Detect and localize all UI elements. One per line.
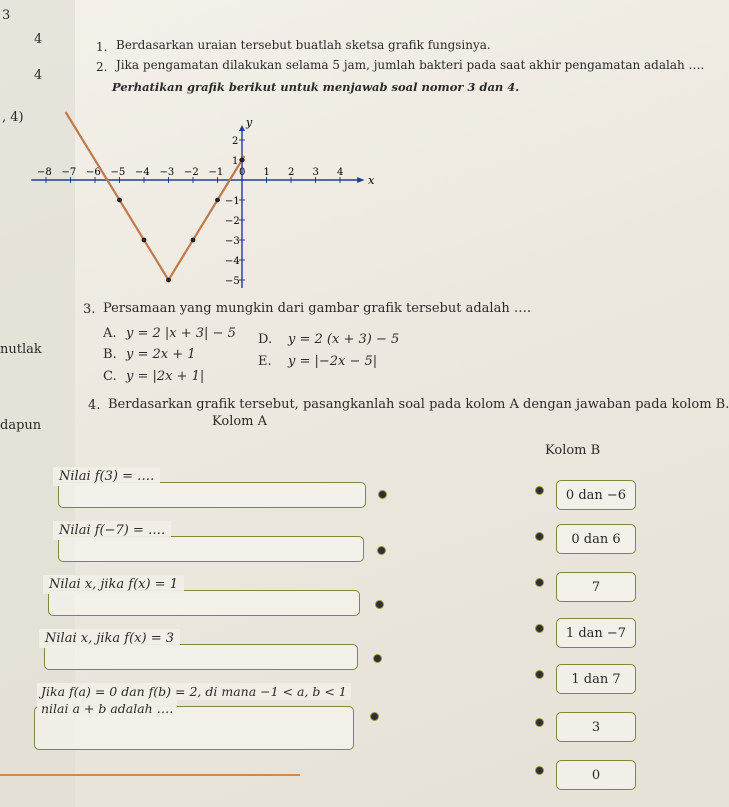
margin-text: , 4) xyxy=(2,110,24,125)
q3-number: 3. xyxy=(83,302,96,317)
y-tick-label: −1 xyxy=(225,196,240,207)
kolom-b-item[interactable]: 0 xyxy=(556,760,636,790)
margin-number: 3 xyxy=(2,8,11,23)
kolom-b-dot[interactable] xyxy=(535,718,544,727)
q3-option-e: y = |−2x − 5| xyxy=(288,354,378,369)
graph-point xyxy=(215,198,220,203)
kolom-b-item[interactable]: 0 dan −6 xyxy=(556,480,636,510)
kolom-b-item[interactable]: 1 dan 7 xyxy=(556,664,636,694)
x-axis-arrow xyxy=(357,177,364,183)
kolom-b-dot[interactable] xyxy=(535,766,544,775)
q3-option-c-letter: C. xyxy=(103,369,117,384)
y-tick-label: −5 xyxy=(225,276,240,287)
q3-option-d: y = 2 (x + 3) − 5 xyxy=(288,332,400,347)
margin-text: nutlak xyxy=(0,342,42,357)
kolom-b-heading: Kolom B xyxy=(545,443,601,458)
q3-option-a-letter: A. xyxy=(103,326,117,341)
kolom-a-label: Nilai x, jika f(x) = 3 xyxy=(39,629,180,648)
x-tick-label: −2 xyxy=(184,167,199,178)
margin-text: dapun xyxy=(0,418,42,433)
q1-number: 1. xyxy=(96,40,108,54)
graph-line-left xyxy=(66,112,169,280)
instruction: Perhatikan grafik berikut untuk menjawab soal nomor 3 dan 4. xyxy=(112,80,520,94)
y-tick-label: −4 xyxy=(225,256,240,267)
kolom-a-heading: Kolom A xyxy=(212,414,268,429)
kolom-a-item[interactable] xyxy=(48,577,360,616)
x-tick-label: −3 xyxy=(159,167,175,178)
x-tick-label: −1 xyxy=(208,167,224,178)
x-axis-label: x xyxy=(368,174,375,187)
x-tick-label: 0 xyxy=(239,167,246,178)
graph-point xyxy=(240,158,245,163)
x-tick-label: 3 xyxy=(312,167,319,178)
kolom-a-item[interactable] xyxy=(58,469,366,508)
kolom-a-item[interactable] xyxy=(34,684,354,750)
y-tick-label: −2 xyxy=(225,216,240,227)
x-tick-label: 2 xyxy=(288,167,295,178)
q3-option-d-letter: D. xyxy=(258,332,273,347)
kolom-a-label: Nilai f(−7) = …. xyxy=(53,521,171,540)
q2-text: Jika pengamatan dilakukan selama 5 jam, jumlah bakteri pada saat akhir pengamatan adalah …. xyxy=(116,58,705,72)
kolom-a-item[interactable] xyxy=(44,631,358,670)
kolom-b-item[interactable]: 7 xyxy=(556,572,636,602)
kolom-b-dot[interactable] xyxy=(535,624,544,633)
graph-point xyxy=(191,238,196,243)
kolom-b-dot[interactable] xyxy=(535,578,544,587)
graph-point xyxy=(142,238,147,243)
kolom-a-label: Nilai f(3) = …. xyxy=(53,467,160,486)
y-axis-arrow xyxy=(239,125,245,131)
x-tick-label: 1 xyxy=(263,167,270,178)
kolom-a-dot[interactable] xyxy=(378,490,387,499)
x-tick-label: −8 xyxy=(37,167,52,178)
x-tick-label: −4 xyxy=(135,167,150,178)
kolom-a-dot[interactable] xyxy=(370,712,379,721)
graph-point xyxy=(117,198,122,203)
divider xyxy=(0,774,300,776)
graph-point xyxy=(166,278,171,283)
q3-option-e-letter: E. xyxy=(258,354,272,369)
x-tick-label: 4 xyxy=(337,167,344,178)
q3-text: Persamaan yang mungkin dari gambar grafik tersebut adalah …. xyxy=(103,301,531,316)
q3-option-b: y = 2x + 1 xyxy=(126,347,196,362)
kolom-a-dot[interactable] xyxy=(375,600,384,609)
kolom-b-item[interactable]: 0 dan 6 xyxy=(556,524,636,554)
x-tick-label: −6 xyxy=(86,167,101,178)
q2-number: 2. xyxy=(96,60,108,74)
x-tick-label: −7 xyxy=(61,167,77,178)
y-tick-label: 1 xyxy=(232,156,239,167)
x-tick-label: −5 xyxy=(110,167,126,178)
kolom-b-item[interactable]: 3 xyxy=(556,712,636,742)
kolom-b-dot[interactable] xyxy=(535,670,544,679)
kolom-b-dot[interactable] xyxy=(535,486,544,495)
q3-option-b-letter: B. xyxy=(103,347,117,362)
kolom-a-label: Jika f(a) = 0 dan f(b) = 2, di mana −1 < a, b < 1 xyxy=(37,683,351,700)
graph xyxy=(37,98,375,298)
q3-option-a: y = 2 |x + 3| − 5 xyxy=(126,326,236,341)
kolom-b-item[interactable]: 1 dan −7 xyxy=(556,618,636,648)
kolom-a-dot[interactable] xyxy=(373,654,382,663)
kolom-a-label: Nilai x, jika f(x) = 1 xyxy=(43,575,184,594)
y-tick-label: −3 xyxy=(225,236,240,247)
q3-option-c: y = |2x + 1| xyxy=(126,369,205,384)
margin-number: 4 xyxy=(34,68,43,83)
q4-text: Berdasarkan grafik tersebut, pasangkanlah soal pada kolom A dengan jawaban pada kolom B. xyxy=(108,397,729,412)
q1-text: Berdasarkan uraian tersebut buatlah sketsa grafik fungsinya. xyxy=(116,38,491,52)
kolom-a-item[interactable] xyxy=(58,523,364,562)
y-tick-label: 2 xyxy=(232,136,239,147)
y-axis-label: y xyxy=(246,116,253,129)
kolom-a-dot[interactable] xyxy=(377,546,386,555)
q4-number: 4. xyxy=(88,398,101,413)
kolom-b-dot[interactable] xyxy=(535,532,544,541)
kolom-a-label: nilai a + b adalah …. xyxy=(37,700,177,717)
margin-number: 4 xyxy=(34,32,43,47)
